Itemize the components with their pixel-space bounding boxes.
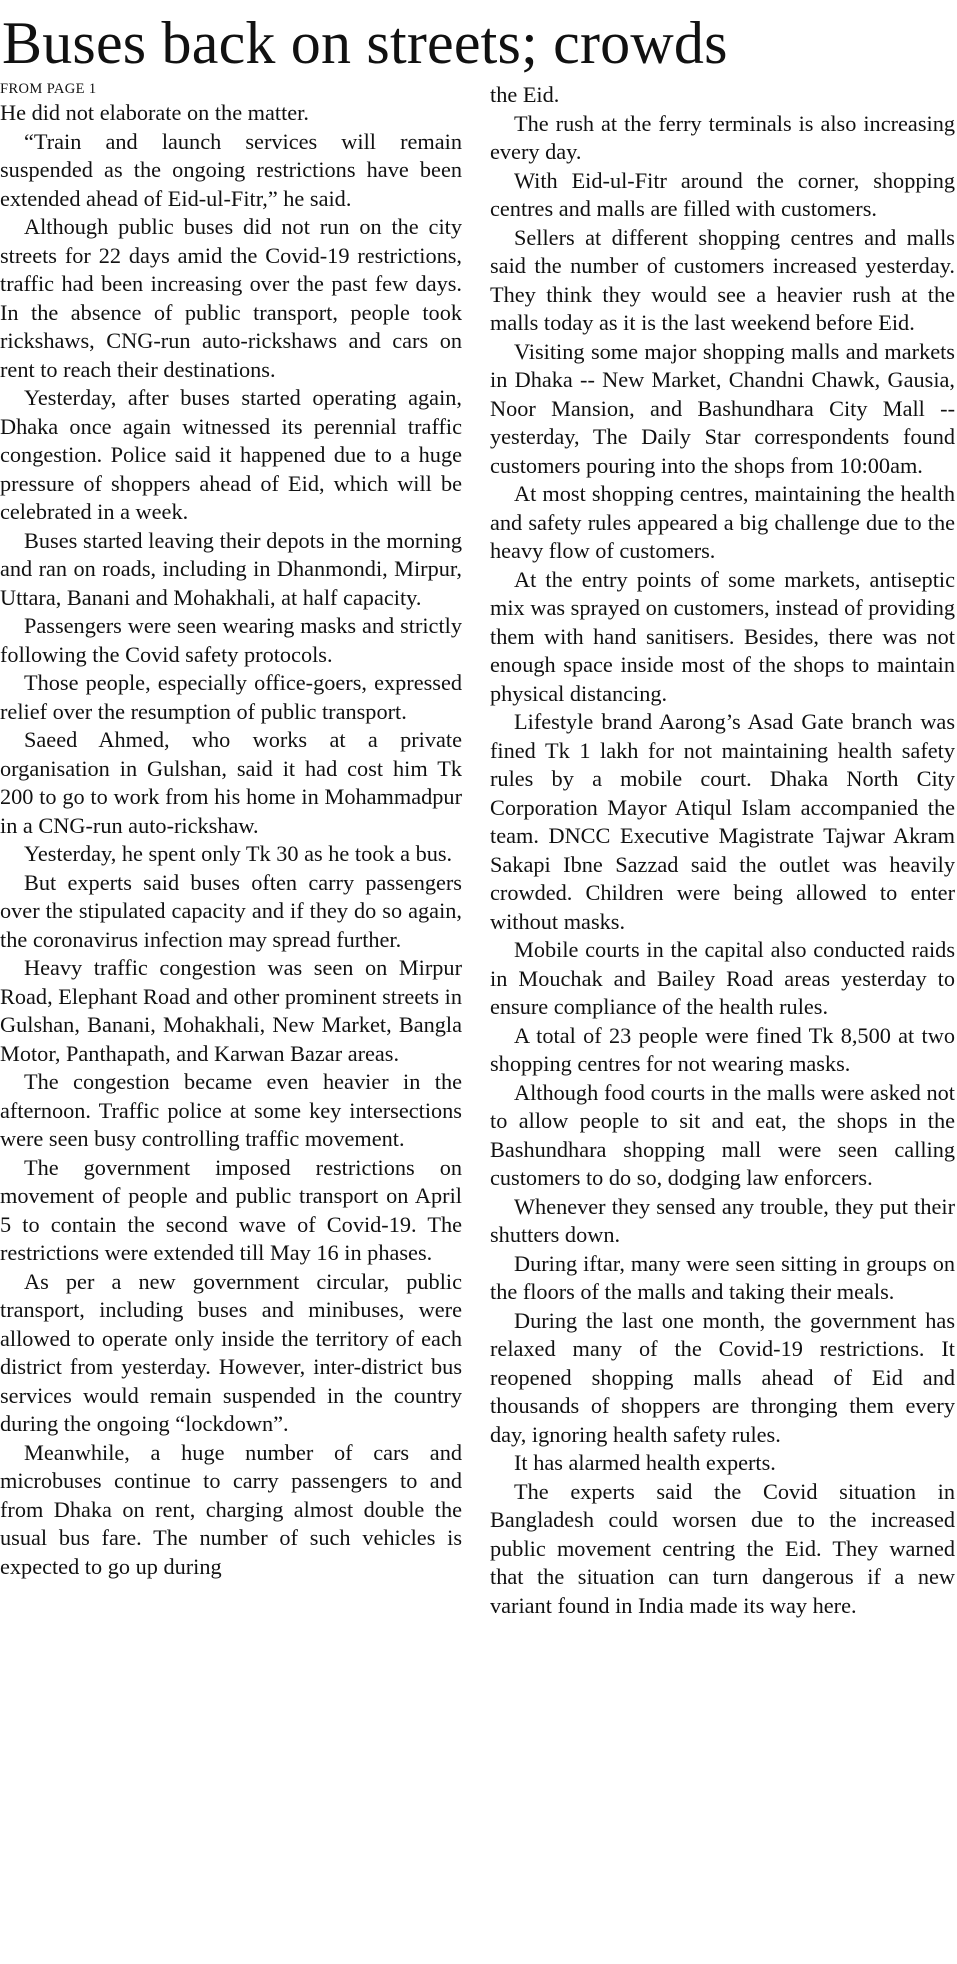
paragraph: The experts said the Covid situation in Bangladesh could worsen due to the increased public movement centring the Eid. They warned that the situation can turn dangerous if a new variant found in India made its way here. [490,1478,955,1618]
paragraph: Yesterday, after buses started operating again, Dhaka once again witnessed its perennial traffic congestion. Police said it happened due to a huge pressure of shoppers ahead of Eid, which will be celebrated in a week. [0,385,462,524]
paragraph: Although food courts in the malls were asked not to allow people to sit and eat, the shops in the Bashundhara shopping mall were seen calling customers to do so, dodging law enforcers. [490,1079,955,1190]
paragraph: The government imposed restrictions on movement of people and public transport on April 5 to contain the second wave of Covid-19. The restrictions were extended till May 16 in phases. [0,1154,462,1265]
paragraph: During the last one month, the government has relaxed many of the Covid-19 restrictions. It reopened shopping malls ahead of Eid and thousands of shoppers are thronging them every day, ignoring health safety rules. [490,1307,955,1447]
paragraph: Those people, especially office-goers, expressed relief over the resumption of public transport. [0,670,462,724]
paragraph: At most shopping centres, maintaining the health and safety rules appeared a big challenge due to the heavy flow of customers. [490,481,955,563]
paragraph: The rush at the ferry terminals is also increasing every day. [490,110,955,164]
article-column-left [0,80,462,1960]
paragraph: At the entry points of some markets, antiseptic mix was sprayed on customers, instead of providing them with hand sanitisers. Besides, there was not enough space inside most of the shops to maintain physical distancing. [490,566,955,706]
paragraph: Mobile courts in the capital also conducted raids in Mouchak and Bailey Road areas yesterday to ensure compliance of the health rules. [490,937,955,1019]
paragraph: Saeed Ahmed, who works at a private organisation in Gulshan, said it had cost him Tk 200 to go to work from his home in Mohammadpur in a CNG-run auto-rickshaw. [0,727,462,838]
paragraph: Although public buses did not run on the city streets for 22 days amid the Covid-19 restrictions, traffic had been increasing over the past few days. In the absence of public transport, people took rickshaws, CNG-run auto-rickshaws and cars on rent to reach their destinations. [0,214,462,382]
headline: Buses back on streets; crowds [2,10,728,76]
article-column-right [490,81,955,1961]
paragraph: Lifestyle brand Aarong’s Asad Gate branch was fined Tk 1 lakh for not maintaining health safety rules by a mobile court. Dhaka North City Corporation Mayor Atiqul Islam accompanied the team. DNCC Executive Magistrate Tajwar Akram Sakapi Ibne Sazzad said the outlet was heavily crowded. Children were being allowed to enter without masks. [490,709,955,934]
paragraph: The congestion became even heavier in the afternoon. Traffic police at some key intersections were seen busy controlling traffic movement. [0,1069,462,1151]
paragraph: Meanwhile, a huge number of cars and microbuses continue to carry passengers to and from Dhaka on rent, charging almost double the usual bus fare. The number of such vehicles is expected to go up during [0,1439,462,1579]
paragraph: Whenever they sensed any trouble, they put their shutters down. [490,1193,955,1247]
paragraph: A total of 23 people were fined Tk 8,500 at two shopping centres for not wearing masks. [490,1022,955,1076]
paragraph: But experts said buses often carry passengers over the stipulated capacity and if they do so again, the coronavirus infection may spread further. [0,869,462,952]
paragraph: Buses started leaving their depots in the morning and ran on roads, including in Dhanmondi, Mirpur, Uttara, Banani and Mohakhali, at half capacity. [0,527,462,610]
paragraph: Heavy traffic congestion was seen on Mirpur Road, Elephant Road and other prominent streets in Gulshan, Banani, Mohakhali, New Market, Bangla Motor, Panthapath, and Karwan Bazar areas. [0,955,462,1066]
paragraph: He did not elaborate on the matter. [0,100,309,125]
paragraph: It has alarmed health experts. [514,1450,776,1475]
paragraph: With Eid-ul-Fitr around the corner, shopping centres and malls are filled with customers. [490,167,955,221]
paragraph: During iftar, many were seen sitting in groups on the floors of the malls and taking their meals. [490,1250,955,1304]
paragraph: Sellers at different shopping centres and malls said the number of customers increased yesterday. They think they would see a heavier rush at the malls today as it is the last weekend before Eid. [490,224,955,335]
paragraph: As per a new government circular, public transport, including buses and minibuses, were allowed to operate only inside the territory of each district from yesterday. However, inter-district bus services would remain suspended in the country during the ongoing “lockdown”. [0,1268,462,1436]
paragraph: Visiting some major shopping malls and markets in Dhaka -- New Market, Chandni Chawk, Gausia, Noor Mansion, and Bashundhara City Mall -- yesterday, The Daily Star correspondents found customers pouring into the shops from 10:00am. [490,338,955,478]
paragraph: the Eid. [490,82,560,107]
paragraph: Yesterday, he spent only Tk 30 as he took a bus. [24,841,453,866]
paragraph: “Train and launch services will remain suspended as the ongoing restrictions have been extended ahead of Eid-ul-Fitr,” he said. [0,128,462,211]
paragraph: Passengers were seen wearing masks and strictly following the Covid safety protocols. [0,613,462,667]
jump-label: FROM PAGE 1 [0,81,97,97]
